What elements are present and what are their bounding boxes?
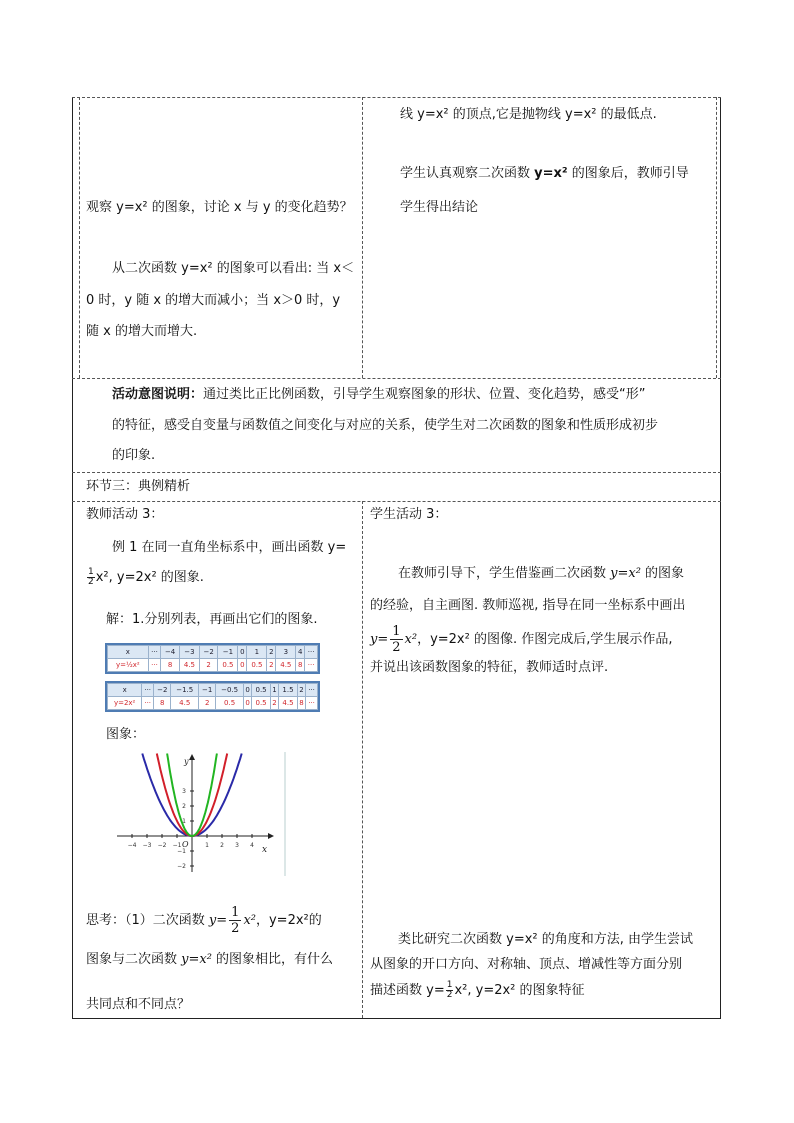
table-cell: 8 bbox=[161, 659, 180, 672]
think-line3: 共同点和不同点？ bbox=[86, 997, 191, 1012]
table-cell: ··· bbox=[305, 646, 318, 659]
table-cell: 0.5 bbox=[216, 697, 244, 710]
table-cell: 1 bbox=[270, 684, 278, 697]
value-table-half bbox=[107, 645, 318, 672]
text-span: 思考：（1）二次函数 bbox=[86, 913, 209, 928]
text-span: ，y=2x²的 bbox=[255, 913, 322, 928]
column-divider bbox=[362, 97, 363, 378]
math-span: y=x² bbox=[181, 952, 212, 967]
frac-num: 1 bbox=[231, 905, 240, 920]
origin-label: O bbox=[182, 840, 189, 849]
text-span: 学生认真观察二次函数 bbox=[400, 166, 535, 181]
table-cell: 4.5 bbox=[179, 659, 199, 672]
table-header-row bbox=[108, 646, 318, 659]
math-x2: x² bbox=[404, 632, 418, 647]
example-line1: 例 1 在同一直角坐标系中，画出函数 y= bbox=[112, 540, 347, 555]
text-span: x², y=2x² 的图象特征 bbox=[454, 983, 585, 998]
student-heading: 学生活动 3： bbox=[370, 507, 448, 522]
table-cell: 2 bbox=[270, 697, 278, 710]
intent-line3: 的印象. bbox=[112, 448, 156, 463]
table-cell: 2 bbox=[267, 646, 276, 659]
table-border-bottom bbox=[72, 1018, 721, 1019]
table-cell: 0 bbox=[243, 684, 251, 697]
y-axis-label: y bbox=[184, 757, 189, 766]
table-cell: ··· bbox=[142, 684, 154, 697]
student-p4: 并说出该函数图象的特征，教师适时点评. bbox=[370, 660, 609, 675]
row-divider bbox=[72, 501, 721, 502]
text-span: 的图象相比，有什么 bbox=[211, 952, 334, 967]
table-cell: 4.5 bbox=[171, 697, 199, 710]
column-divider bbox=[362, 501, 363, 1018]
student-q2: 从图象的开口方向、对称轴、顶点、增减性等方面分别 bbox=[370, 957, 683, 972]
table-cell: −3 bbox=[179, 646, 199, 659]
table-row bbox=[108, 697, 318, 710]
table-cell: 2 bbox=[267, 659, 276, 672]
x-axis-label: x bbox=[262, 845, 268, 855]
parabola-graph bbox=[112, 752, 288, 876]
frac-den: 2 bbox=[392, 640, 401, 655]
table-cell: 0.5 bbox=[252, 684, 271, 697]
text-span: 图象与二次函数 bbox=[86, 952, 182, 967]
row-label: y=2x² bbox=[108, 697, 142, 710]
table-cell: ··· bbox=[305, 659, 318, 672]
y-tick-label: 2 bbox=[182, 803, 186, 810]
fraction-half bbox=[390, 624, 402, 655]
table-cell: 4.5 bbox=[279, 697, 298, 710]
intent-line1 bbox=[112, 385, 646, 405]
table-cell: ··· bbox=[306, 684, 318, 697]
table-cell: ··· bbox=[142, 697, 154, 710]
table-cell: 3 bbox=[276, 646, 296, 659]
row-divider bbox=[72, 378, 721, 379]
row-divider bbox=[72, 472, 721, 473]
frac-den: 2 bbox=[88, 577, 94, 587]
x-tick-label: 4 bbox=[250, 842, 254, 849]
table-cell: 8 bbox=[154, 697, 171, 710]
fraction-half bbox=[87, 568, 95, 587]
student-p3 bbox=[370, 624, 673, 655]
table-row bbox=[108, 659, 318, 672]
table-cell: x bbox=[108, 684, 142, 697]
x-tick-label: −2 bbox=[157, 842, 167, 849]
table-cell: ··· bbox=[306, 697, 318, 710]
teacher-heading: 教师活动 3： bbox=[86, 507, 164, 522]
x-axis-arrow bbox=[268, 833, 274, 839]
y-tick-label: 3 bbox=[182, 788, 186, 795]
table-cell: 0.5 bbox=[252, 697, 271, 710]
table-cell: 2 bbox=[199, 659, 218, 672]
text-span: 描述函数 y= bbox=[370, 983, 445, 998]
inner-left-dash bbox=[79, 97, 80, 378]
text-span: x², y=2x² 的图象. bbox=[95, 570, 204, 585]
top-left-para-line2: 0 时，y 随 x 的增大而减小；当 x＞0 时，y bbox=[86, 293, 341, 308]
graph-label: 图象： bbox=[106, 727, 146, 742]
frac-num: 1 bbox=[446, 980, 453, 990]
fraction-half bbox=[229, 905, 241, 936]
student-q1: 类比研究二次函数 y=x² 的角度和方法, 由学生尝试 bbox=[398, 932, 694, 947]
table-cell: 4.5 bbox=[276, 659, 296, 672]
table-cell: −1 bbox=[199, 684, 216, 697]
top-left-para-line3: 随 x 的增大而增大. bbox=[86, 324, 198, 339]
table-cell: x bbox=[108, 646, 149, 659]
top-left-para-line1: 从二次函数 y=x² 的图象可以看出: 当 x＜ bbox=[112, 261, 355, 276]
math-y-eq: y= bbox=[208, 913, 228, 928]
inner-right-dash bbox=[716, 97, 717, 378]
table-border-left bbox=[72, 97, 73, 1019]
text-span: 的图象 bbox=[640, 566, 685, 581]
table-cell: 0.5 bbox=[218, 659, 238, 672]
table-header-row bbox=[108, 684, 318, 697]
top-right-line2 bbox=[400, 164, 689, 184]
table-cell: 0 bbox=[238, 646, 247, 659]
x-tick-label: 2 bbox=[220, 842, 224, 849]
frac-num: 1 bbox=[88, 567, 94, 577]
table-cell: −1 bbox=[218, 646, 238, 659]
row-label: y=½x² bbox=[108, 659, 149, 672]
student-q3 bbox=[370, 981, 585, 1001]
example-line2 bbox=[86, 568, 204, 588]
top-right-line1: 线 y=x² 的顶点,它是抛物线 y=x² 的最低点. bbox=[400, 107, 657, 122]
table-cell: 0.5 bbox=[247, 659, 267, 672]
table-cell: −0.5 bbox=[216, 684, 244, 697]
think-line1 bbox=[86, 905, 322, 936]
table-cell: 2 bbox=[297, 684, 305, 697]
y-tick-label: −1 bbox=[177, 848, 186, 855]
table-cell: 4 bbox=[296, 646, 305, 659]
table-cell: −2 bbox=[154, 684, 171, 697]
y-tick-label: −2 bbox=[177, 863, 186, 870]
x-tick-label: 3 bbox=[235, 842, 239, 849]
table-cell: −1.5 bbox=[171, 684, 199, 697]
y-axis-arrow bbox=[189, 754, 195, 760]
table-border-right bbox=[720, 97, 721, 1019]
student-p2: 的经验，自主画图. 教师巡视, 指导在同一坐标系中画出 bbox=[370, 598, 686, 613]
table-cell: 8 bbox=[296, 659, 305, 672]
frac-num: 1 bbox=[392, 624, 401, 639]
table-cell: 8 bbox=[297, 697, 305, 710]
math-y-eq: y= bbox=[370, 632, 389, 647]
text-span: 通过类比正比例函数，引导学生观察图象的形状、位置、变化趋势，感受“形” bbox=[203, 387, 646, 402]
y-tick-label: 1 bbox=[182, 818, 186, 825]
text-span: 的图象后，教师引导 bbox=[567, 166, 689, 181]
top-right-line3: 学生得出结论 bbox=[400, 200, 479, 215]
row-divider bbox=[72, 97, 721, 98]
think-line2 bbox=[86, 950, 333, 970]
table-cell: −4 bbox=[161, 646, 180, 659]
table-cell: 2 bbox=[199, 697, 216, 710]
table-cell: 0 bbox=[243, 697, 251, 710]
x-tick-label: −1 bbox=[172, 842, 182, 849]
table-cell: 1.5 bbox=[279, 684, 298, 697]
student-p1 bbox=[398, 564, 684, 584]
table-cell: ··· bbox=[148, 646, 161, 659]
section-title: 环节三：典例精析 bbox=[86, 479, 191, 494]
table-cell: 0 bbox=[238, 659, 247, 672]
text-span: ，y=2x² 的图像. 作图完成后,学生展示作品, bbox=[417, 632, 673, 647]
solution-line: 解：1.分别列表，再画出它们的图象. bbox=[106, 612, 318, 627]
x-tick-label: −3 bbox=[142, 842, 152, 849]
text-span: 在教师引导下，学生借鉴画二次函数 bbox=[398, 566, 611, 581]
math-x2: x² bbox=[243, 913, 256, 928]
fraction-half bbox=[446, 981, 454, 1000]
frac-den: 2 bbox=[446, 990, 453, 1000]
table-cell: 1 bbox=[247, 646, 267, 659]
x-tick-label: −4 bbox=[127, 842, 137, 849]
table-cell: ··· bbox=[148, 659, 161, 672]
intent-line2: 的特征，感受自变量与函数值之间变化与对应的关系，使学生对二次函数的图象和性质形成初步 bbox=[112, 418, 659, 433]
intent-label: 活动意图说明： bbox=[112, 387, 204, 402]
x-tick-label: 1 bbox=[205, 842, 209, 849]
top-left-question: 观察 y=x² 的图象，讨论 x 与 y 的变化趋势？ bbox=[86, 200, 353, 215]
value-table-double bbox=[107, 683, 318, 710]
math-span: y=x² bbox=[610, 566, 641, 581]
table-cell: −2 bbox=[199, 646, 218, 659]
frac-den: 2 bbox=[231, 921, 240, 936]
text-span: y=x² bbox=[534, 166, 568, 181]
